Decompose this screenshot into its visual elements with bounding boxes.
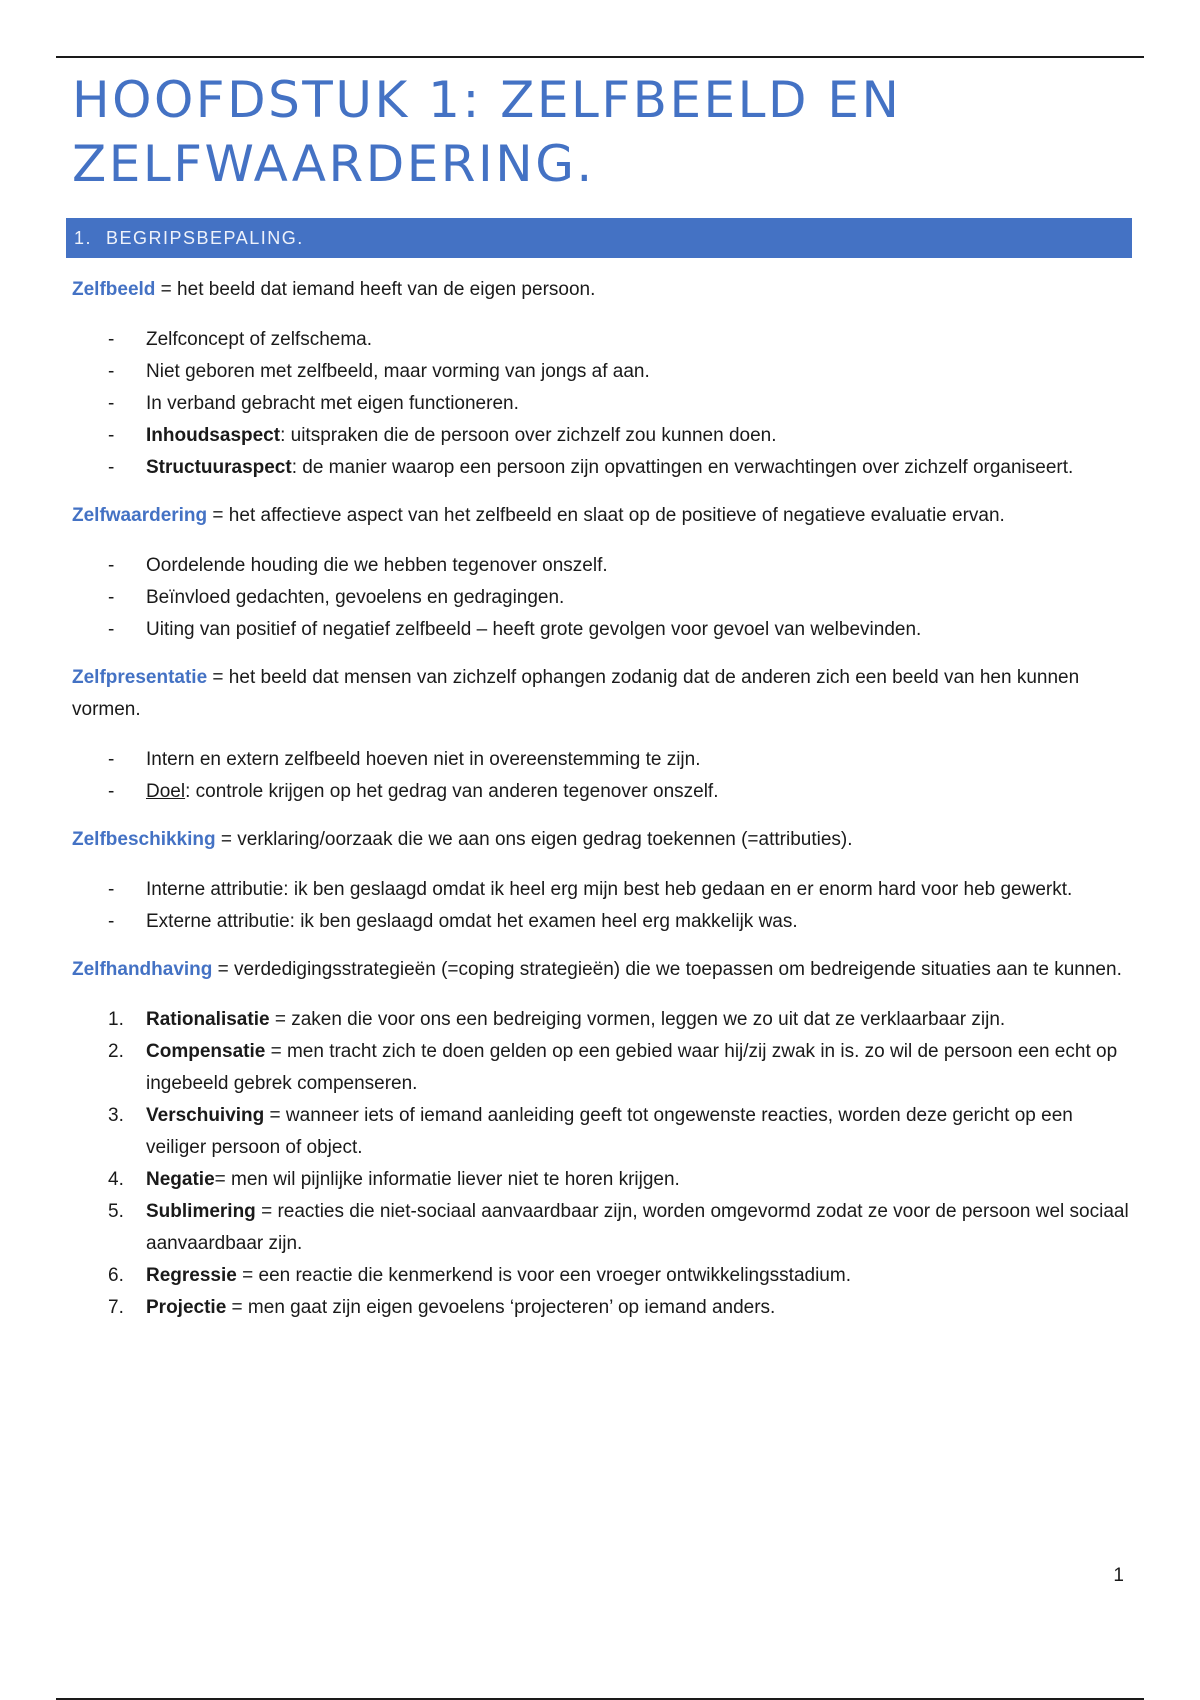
dash-bullet: - xyxy=(108,361,115,382)
section-number: 1. xyxy=(74,227,93,248)
dash-bullet: - xyxy=(108,587,115,608)
list-item-text: Externe attributie: ik ben geslaagd omdat het examen heel erg makkelijk was. xyxy=(146,911,798,932)
list-item-text: : uitspraken die de persoon over zichzelf zou kunnen doen. xyxy=(280,425,777,446)
definition-text: = het beeld dat iemand heeft van de eigen persoon. xyxy=(155,279,596,300)
definition-zelfbeeld xyxy=(72,274,1132,306)
dash-bullet: - xyxy=(108,619,115,640)
definition-zelfhandhaving xyxy=(72,954,1132,986)
dash-bullet: - xyxy=(108,555,115,576)
list-zelfpresentatie xyxy=(72,744,1132,808)
list-item xyxy=(72,452,1132,484)
dash-bullet: - xyxy=(108,329,115,350)
page-number: 1 xyxy=(1113,1565,1124,1586)
list-item-text: Zelfconcept of zelfschema. xyxy=(146,329,372,350)
list-item-keyword: Regressie xyxy=(146,1265,237,1286)
definition-text: = verdedigingsstrategieën (=coping strategieën) die we toepassen om bedreigende situaties aan te kunnen. xyxy=(212,959,1122,980)
list-zelfwaardering xyxy=(72,550,1132,646)
list-item xyxy=(72,1164,1132,1196)
list-item-text: Oordelende houding die we hebben tegenover onszelf. xyxy=(146,555,608,576)
list-item-keyword: Rationalisatie xyxy=(146,1009,270,1030)
term-zelfpresentatie: Zelfpresentatie xyxy=(72,667,208,688)
list-item-keyword: Projectie xyxy=(146,1297,227,1318)
list-item xyxy=(72,420,1132,452)
list-number: 5. xyxy=(108,1201,124,1222)
list-item xyxy=(72,1036,1132,1100)
list-item xyxy=(72,744,1132,776)
term-zelfwaardering: Zelfwaardering xyxy=(72,505,208,526)
list-item-text: Intern en extern zelfbeeld hoeven niet in overeenstemming te zijn. xyxy=(146,749,701,770)
term-zelfbeschikking: Zelfbeschikking xyxy=(72,829,216,850)
list-item-text: : de manier waarop een persoon zijn opvattingen en verwachtingen over zichzelf organiseert. xyxy=(291,457,1074,478)
term-zelfbeeld: Zelfbeeld xyxy=(72,279,156,300)
dash-bullet: - xyxy=(108,393,115,414)
definition-text: = verklaring/oorzaak die we aan ons eigen gedrag toekennen (=attributies). xyxy=(215,829,853,850)
list-item-text: Interne attributie: ik ben geslaagd omdat ik heel erg mijn best heb gedaan en er enorm hard voor heb gewerkt. xyxy=(146,879,1073,900)
list-item xyxy=(72,1292,1132,1324)
definition-text: = het beeld dat mensen van zichzelf ophangen zodanig dat de anderen zich een beeld van hen kunnen vormen. xyxy=(72,667,1080,720)
list-number: 7. xyxy=(108,1297,124,1318)
list-zelfhandhaving xyxy=(72,1004,1132,1324)
dash-bullet: - xyxy=(108,425,115,446)
list-item-keyword: Structuuraspect xyxy=(146,457,292,478)
section-label: BEGRIPSBEPALING. xyxy=(106,227,304,248)
document-page xyxy=(72,68,1132,1324)
definition-zelfbeschikking xyxy=(72,824,1132,856)
list-item-text: In verband gebracht met eigen functioneren. xyxy=(146,393,519,414)
list-item xyxy=(72,776,1132,808)
definition-text: = het affectieve aspect van het zelfbeeld en slaat op de positieve of negatieve evaluatie ervan. xyxy=(207,505,1005,526)
list-item-text: = men wil pijnlijke informatie liever niet te horen krijgen. xyxy=(214,1169,680,1190)
list-zelfbeschikking xyxy=(72,874,1132,938)
list-item xyxy=(72,906,1132,938)
term-zelfhandhaving: Zelfhandhaving xyxy=(72,959,213,980)
list-item-text: = men gaat zijn eigen gevoelens ‘projecteren’ op iemand anders. xyxy=(226,1297,776,1318)
list-item-text: Beïnvloed gedachten, gevoelens en gedragingen. xyxy=(146,587,565,608)
list-number: 1. xyxy=(108,1009,124,1030)
dash-bullet: - xyxy=(108,457,115,478)
list-item-keyword: Doel xyxy=(146,781,186,802)
list-item xyxy=(72,356,1132,388)
list-item-keyword: Verschuiving xyxy=(146,1105,265,1126)
list-item-text: Niet geboren met zelfbeeld, maar vorming van jongs af aan. xyxy=(146,361,650,382)
list-number: 3. xyxy=(108,1105,124,1126)
list-item-text: = men tracht zich te doen gelden op een gebied waar hij/zij zwak in is. zo wil de persoon een echt op ingebeeld gebrek compenseren. xyxy=(146,1041,1118,1094)
dash-bullet: - xyxy=(108,879,115,900)
list-number: 2. xyxy=(108,1041,124,1062)
list-item xyxy=(72,324,1132,356)
list-number: 6. xyxy=(108,1265,124,1286)
list-item-text: = reacties die niet-sociaal aanvaardbaar zijn, worden omgevormd zodat ze voor de persoon wel sociaal aanvaardbaar zijn. xyxy=(146,1201,1129,1254)
dash-bullet: - xyxy=(108,781,115,802)
list-item xyxy=(72,388,1132,420)
list-item xyxy=(72,582,1132,614)
list-item xyxy=(72,614,1132,646)
list-zelfbeeld xyxy=(72,324,1132,484)
list-item-text: = zaken die voor ons een bedreiging vormen, leggen we zo uit dat ze verklaarbaar zijn. xyxy=(269,1009,1006,1030)
list-item xyxy=(72,1196,1132,1260)
page-title: HOOFDSTUK 1: ZELFBEELD EN ZELFWAARDERING. xyxy=(72,71,902,193)
list-item xyxy=(72,874,1132,906)
list-item-text: = een reactie die kenmerkend is voor een vroeger ontwikkelingsstadium. xyxy=(236,1265,851,1286)
definition-zelfpresentatie xyxy=(72,662,1132,726)
list-item-text: Uiting van positief of negatief zelfbeeld – heeft grote gevolgen voor gevoel van welbevinden. xyxy=(146,619,922,640)
list-item xyxy=(72,550,1132,582)
list-item-keyword: Sublimering xyxy=(146,1201,256,1222)
header-rule xyxy=(56,56,1144,58)
list-item-text: = wanneer iets of iemand aanleiding geeft tot ongewenste reacties, worden deze gericht op een veiliger persoon of object. xyxy=(146,1105,1073,1158)
dash-bullet: - xyxy=(108,911,115,932)
list-item xyxy=(72,1004,1132,1036)
list-item-keyword: Compensatie xyxy=(146,1041,266,1062)
dash-bullet: - xyxy=(108,749,115,770)
list-item-keyword: Inhoudsaspect xyxy=(146,425,281,446)
list-number: 4. xyxy=(108,1169,124,1190)
list-item xyxy=(72,1260,1132,1292)
list-item-text: : controle krijgen op het gedrag van anderen tegenover onszelf. xyxy=(185,781,719,802)
section-heading xyxy=(66,218,1132,258)
list-item xyxy=(72,1100,1132,1164)
list-item-keyword: Negatie xyxy=(146,1169,215,1190)
definition-zelfwaardering xyxy=(72,500,1132,532)
